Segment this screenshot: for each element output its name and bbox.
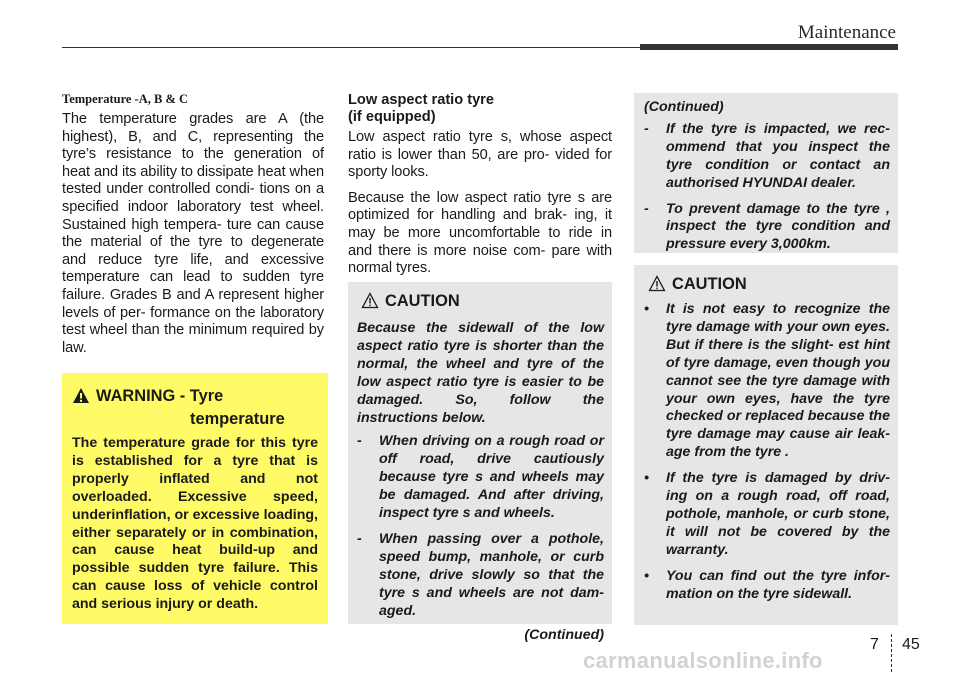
page-number-divider (891, 634, 892, 672)
column-temperature (62, 92, 324, 357)
list-item: • You can find out the tyre infor- mation on the tyre sidewall. (644, 567, 890, 602)
temperature-subhead: Temperature -A, B & C (62, 92, 189, 106)
warning-icon (72, 387, 90, 409)
column-low-aspect (348, 92, 612, 278)
list-item: - When passing over a pothole, speed bump, manhole, or curb stone, drive slowly so that the tyre s and wheels are not dam- aged. (357, 530, 604, 619)
warning-text: The temperature grade for this tyre is established for a tyre that is properly inflated and not overloaded. Excessive speed, underinflation, or excessive loading, either separately or in combination, can cause heat build-up and possible sudden tyre failure. This can cause loss of vehicle control and serious injury or death. (72, 435, 318, 613)
caution-title: CAUTION (385, 292, 460, 310)
list-item: - If the tyre is impacted, we rec- ommend that you inspect the tyre condition or contact an authorised HYUNDAI dealer. (644, 120, 890, 191)
caution-icon (361, 292, 379, 314)
list-item: - To prevent damage to the tyre , inspect the tyre condition and pressure every 3,000km. (644, 200, 890, 253)
caution-intro: Because the sidewall of the low aspect ratio tyre is shorter than the normal, the wheel and tyre of the low aspect ratio tyre is easier to be damaged. So, follow the instructions below. (357, 320, 604, 426)
caution-box-damage (634, 265, 898, 625)
caution-box-sidewall (348, 282, 612, 643)
continued-box-label: (Continued) (644, 99, 724, 115)
warning-title: WARNING - Tyre (96, 387, 224, 405)
temperature-paragraph: The temperature grades are A (the highest), B, and C, representing the tyre’s resistance to the generation of heat and its ability to dissipate heat when tested under controlled condi- tions on a specified indoor laboratory test wheel. Sustained high tempera- ture can cause the material of the tyre to degenerate and reduce tyre life, and excessive temperature can lead to sudden tyre failure. Grades B and A represent higher levels of per- formance on the laboratory test wheel than the minimum required by law. (62, 111, 324, 356)
low-aspect-paragraph-2: Because the low aspect ratio tyre s are optimized for handling and brak- ing, it may be more uncomfortable to ride in and there is more noise com- pare with normal tyres. (348, 189, 612, 277)
continued-label: (Continued) (524, 626, 604, 643)
watermark: carmanualsonline.info (583, 648, 823, 673)
chapter-number: 7 (870, 636, 879, 653)
low-aspect-heading: Low aspect ratio tyre (if equipped) (348, 92, 494, 125)
page-number: 45 (902, 636, 920, 653)
warning-box (62, 373, 328, 624)
list-item: • If the tyre is damaged by driv- ing on a rough road, off road, pothole, manhole, or curb stone, it will not be covered by the warranty. (644, 470, 890, 558)
section-title: Maintenance (797, 22, 896, 43)
header-rule-thin (62, 47, 668, 48)
header-rule-thick (640, 44, 898, 50)
caution-title: CAUTION (672, 275, 747, 293)
warning-title-line2: temperature (190, 410, 285, 428)
caution-icon (648, 275, 666, 297)
list-item: - When driving on a rough road or off road, drive cautiously because tyre s and wheels may be damaged. And after driving, inspect tyre s and wheels. (357, 433, 604, 522)
continued-box (634, 93, 898, 253)
list-item: • It is not easy to recognize the tyre damage with your own eyes. But if there is the slight- est hint of tyre damage, even though you cannot see the tyre damage with your own eyes, have the tyre checked or replaced because the tyre damage may cause air leak- age from the tyre . (644, 301, 890, 461)
low-aspect-paragraph-1: Low aspect ratio tyre s, whose aspect ratio is lower than 50, are pro- vided for sporty looks. (348, 129, 612, 181)
